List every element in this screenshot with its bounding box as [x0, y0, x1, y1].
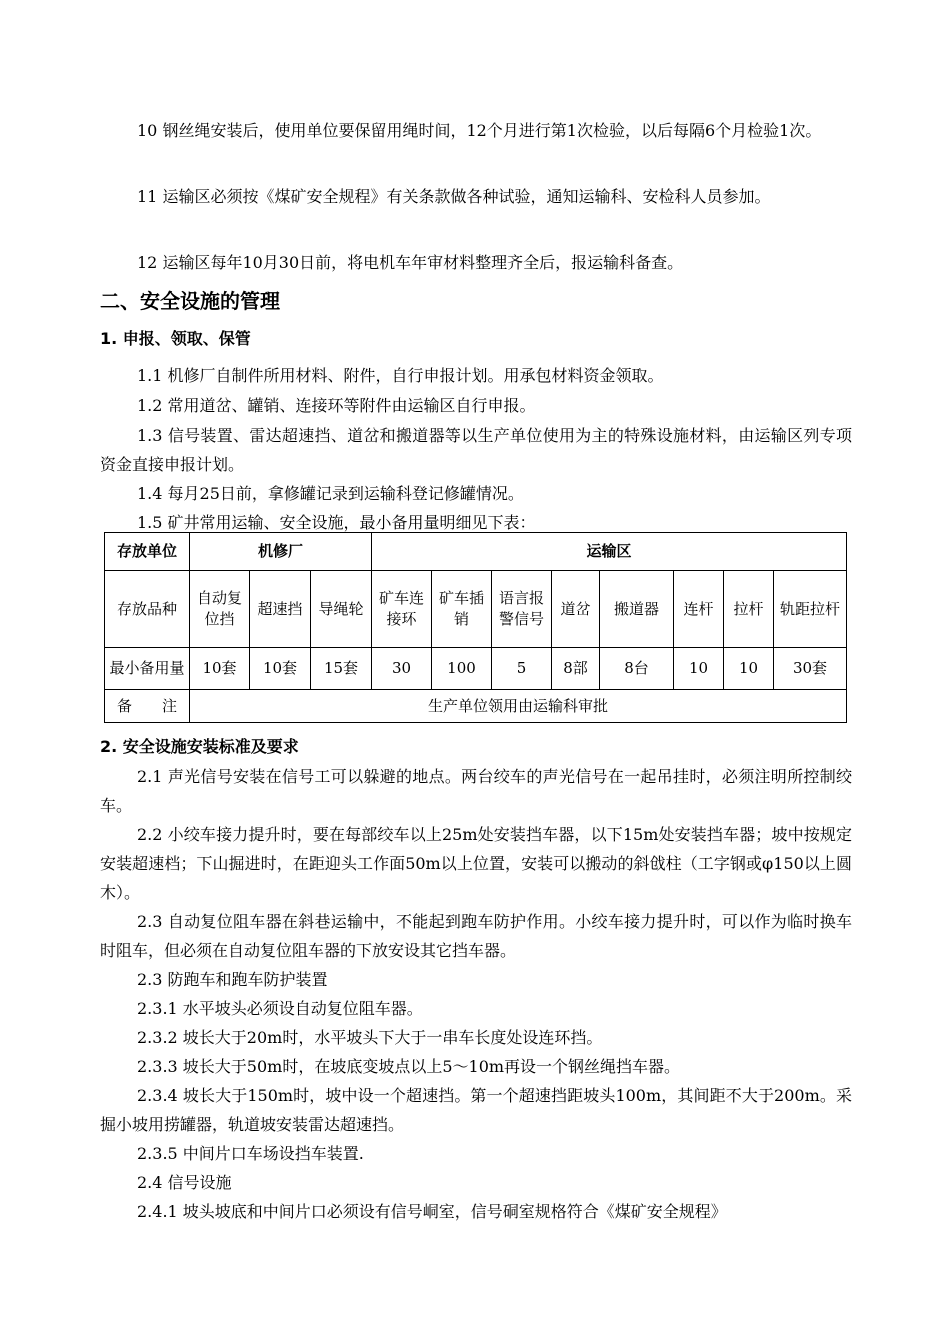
header-jixiuchang: 机修厂: [190, 533, 372, 571]
table-cell: 拉杆: [724, 571, 774, 648]
subsection-2-title: 2. 安全设施安装标准及要求: [100, 737, 299, 756]
header-yunshuqu: 运输区: [372, 533, 847, 571]
table-cell: 5: [492, 648, 552, 690]
paragraph-10: 10 钢丝绳安装后，使用单位要保留用绳时间，12个月进行第1次检验，以后每隔6个月检验1次。: [137, 121, 822, 140]
paragraph-12: 12 运输区每年10月30日前，将电机车年审材料整理齐全后，报运输科备查。: [137, 253, 684, 272]
table-cell: 超速挡: [250, 571, 311, 648]
table-cell: 道岔: [552, 571, 600, 648]
item-2-4-1: 2.4.1 坡头坡底和中间片口必须设有信号峒室，信号硐室规格符合《煤矿安全规程》: [137, 1202, 727, 1221]
table-cell: 搬道器: [600, 571, 674, 648]
item-2-3-3: 2.3.3 坡长大于50m时，在坡底变坡点以上5～10m再设一个钢丝绳挡车器。: [137, 1057, 681, 1076]
table-cell: 导绳轮: [311, 571, 372, 648]
table-cell: 自动复位挡: [190, 571, 250, 648]
table-cell: 语言报警信号: [492, 571, 552, 648]
item-2-1: 2.1 声光信号安装在信号工可以躲避的地点。两台绞车的声光信号在一起吊挂时，必须注明所控制绞车。: [100, 767, 852, 815]
item-2-3-5: 2.3.5 中间片口车场设挡车装置.: [137, 1144, 364, 1163]
table-cell: 10: [674, 648, 724, 690]
table-row-kinds: [105, 571, 847, 648]
subsection-1-title: 1. 申报、领取、保管: [100, 329, 251, 348]
table-row-min: [105, 648, 847, 690]
section-title: 二、安全设施的管理: [100, 289, 280, 313]
item-1-4: 1.4 每月25日前，拿修罐记录到运输科登记修罐情况。: [137, 484, 524, 503]
table-cell: 10: [724, 648, 774, 690]
row-label-min: 最小备用量: [105, 648, 190, 690]
item-2-4-title: 2.4 信号设施: [137, 1173, 232, 1192]
table-cell: 10套: [190, 648, 250, 690]
item-2-3-2: 2.3.2 坡长大于20m时，水平坡头下大于一串车长度处设连环挡。: [137, 1028, 603, 1047]
table-cell: 30: [372, 648, 432, 690]
header-unit: 存放单位: [105, 533, 190, 571]
table-cell: 100: [432, 648, 492, 690]
table-cell: 连杆: [674, 571, 724, 648]
row-label-kind: 存放品种: [105, 571, 190, 648]
item-2-3-4: 2.3.4 坡长大于150m时，坡中设一个超速挡。第一个超速挡距坡头100m，其间距不大于200m。采掘小坡用捞罐器，轨道坡安装雷达超速挡。: [100, 1086, 852, 1134]
table-cell: 矿车连接环: [372, 571, 432, 648]
item-2-3: 2.3 自动复位阻车器在斜巷运输中，不能起到跑车防护作用。小绞车接力提升时，可以作为临时换车时阻车，但必须在自动复位阻车器的下放安设其它挡车器。: [100, 912, 852, 960]
item-1-2: 1.2 常用道岔、罐销、连接环等附件由运输区自行申报。: [137, 396, 536, 415]
table-row-note: [105, 690, 847, 723]
table-cell: 轨距拉杆: [774, 571, 847, 648]
table-cell: 10套: [250, 648, 311, 690]
row-label-note: 备 注: [105, 690, 190, 723]
table-cell: 8部: [552, 648, 600, 690]
item-2-2: 2.2 小绞车接力提升时，要在每部绞车以上25m处安装挡车器，以下15m处安装挡车器；坡中按规定安装超速档；下山掘进时，在距迎头工作面50m以上位置，安装可以搬动的斜戗柱（工字钢或φ150以上圆木）。: [100, 825, 852, 902]
table-header-row: [105, 533, 847, 571]
item-1-5: 1.5 矿井常用运输、安全设施，最小备用量明细见下表：: [137, 513, 536, 532]
table-cell: 矿车插销: [432, 571, 492, 648]
item-2-3-1: 2.3.1 水平坡头必须设自动复位阻车器。: [137, 999, 423, 1018]
table-cell: 8台: [600, 648, 674, 690]
item-1-3: 1.3 信号装置、雷达超速挡、道岔和搬道器等以生产单位使用为主的特殊设施材料，由运输区列专项资金直接申报计划。: [100, 426, 852, 474]
table-cell: 15套: [311, 648, 372, 690]
paragraph-11: 11 运输区必须按《煤矿安全规程》有关条款做各种试验，通知运输科、安检科人员参加。: [137, 187, 771, 206]
table-cell: 30套: [774, 648, 847, 690]
item-2-3-title: 2.3 防跑车和跑车防护装置: [137, 970, 328, 989]
stock-table: [104, 532, 847, 723]
item-1-1: 1.1 机修厂自制件所用材料、附件，自行申报计划。用承包材料资金领取。: [137, 366, 664, 385]
note-cell: 生产单位领用由运输科审批: [190, 690, 847, 723]
